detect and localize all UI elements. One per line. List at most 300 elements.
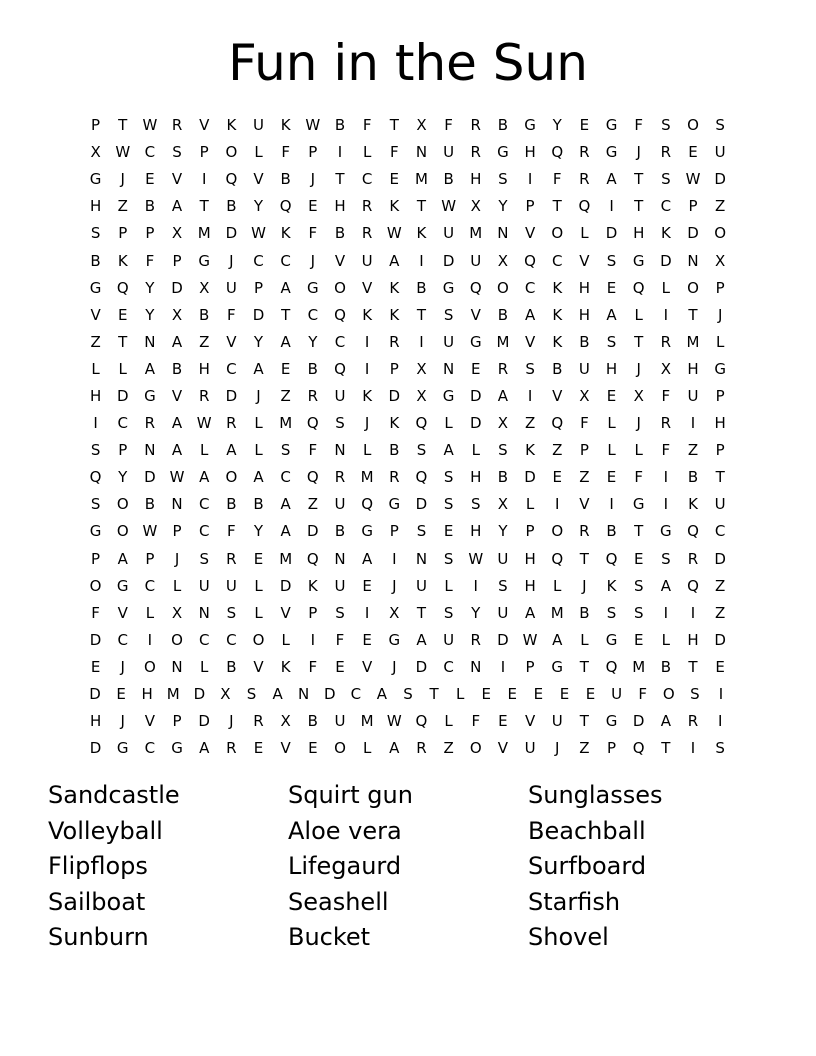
grid-letter: P <box>145 549 155 568</box>
grid-letter: S <box>690 685 700 704</box>
grid-letter: F <box>580 414 589 433</box>
grid-letter: N <box>171 657 183 676</box>
grid-letter: O <box>334 739 346 758</box>
grid-letter: O <box>469 739 482 758</box>
grid-letter: B <box>144 197 156 216</box>
grid-letter: R <box>416 739 427 758</box>
grid-letter: Q <box>469 278 482 297</box>
grid-letter: V <box>280 603 291 622</box>
grid-letter: G <box>524 116 536 135</box>
grid-letter: G <box>632 251 645 270</box>
grid-letter: F <box>634 468 644 487</box>
grid-letter: B <box>307 359 318 378</box>
grid-letter: E <box>389 170 400 189</box>
grid-letter: D <box>144 468 156 487</box>
grid-letter: O <box>687 116 699 135</box>
grid-letter: H <box>334 197 346 216</box>
grid-letter: Z <box>579 468 590 487</box>
grid-letter: O <box>334 278 346 297</box>
grid-letter: I <box>663 495 669 514</box>
grid-letter: H <box>198 359 210 378</box>
grid-letter: B <box>199 305 210 324</box>
grid-letter: K <box>117 251 128 270</box>
grid-letter: R <box>579 143 590 162</box>
grid-letter: C <box>714 522 726 541</box>
word-item: Volleyball <box>48 816 163 845</box>
grid-letter: V <box>470 305 481 324</box>
grid-letter: H <box>524 549 536 568</box>
grid-letter: O <box>714 224 727 243</box>
grid-row <box>82 464 734 491</box>
grid-letter: I <box>419 251 424 270</box>
grid-letter: W <box>685 170 701 189</box>
grid-letter: G <box>442 386 455 405</box>
grid-letter: L <box>634 441 643 460</box>
grid-letter: V <box>253 657 264 676</box>
grid-letter: T <box>335 170 345 189</box>
grid-letter: L <box>254 414 263 433</box>
grid-letter: U <box>611 685 623 704</box>
grid-letter: L <box>634 305 643 324</box>
grid-letter: J <box>636 359 641 378</box>
grid-letter: D <box>605 224 618 243</box>
grid-letter: B <box>416 278 427 297</box>
grid-letter: B <box>579 332 590 351</box>
grid-letter: L <box>254 576 263 595</box>
grid-letter: U <box>443 143 455 162</box>
grid-letter: M <box>414 170 428 189</box>
grid-letter: Q <box>578 197 591 216</box>
grid-letter: Z <box>307 495 318 514</box>
grid-letter: E <box>443 522 454 541</box>
grid-letter: S <box>498 576 508 595</box>
grid-letter: T <box>661 739 671 758</box>
grid-letter: A <box>497 386 509 405</box>
grid-letter: T <box>429 685 439 704</box>
grid-letter: L <box>118 359 127 378</box>
grid-letter: K <box>606 576 617 595</box>
grid-letter: K <box>280 224 291 243</box>
grid-letter: F <box>335 630 345 649</box>
grid-letter: E <box>471 359 481 378</box>
grid-letter: Q <box>551 143 564 162</box>
grid-letter: B <box>334 224 346 243</box>
grid-letter: O <box>225 468 238 487</box>
grid-letter: T <box>688 305 698 324</box>
grid-letter: S <box>443 468 454 487</box>
grid-letter: L <box>362 441 372 460</box>
puzzle-title: Fun in the Sun <box>228 34 588 92</box>
grid-letter: X <box>497 495 509 514</box>
grid-letter: G <box>551 657 564 676</box>
grid-letter: H <box>89 386 102 405</box>
grid-letter: O <box>551 522 564 541</box>
grid-row <box>82 491 734 518</box>
grid-letter: D <box>524 468 536 487</box>
grid-letter: H <box>687 630 699 649</box>
grid-letter: X <box>416 116 427 135</box>
grid-letter: Q <box>415 414 428 433</box>
grid-letter: P <box>715 386 725 405</box>
grid-letter: V <box>171 386 183 405</box>
grid-letter: O <box>116 522 129 541</box>
grid-letter: C <box>144 739 156 758</box>
grid-letter: Z <box>715 603 726 622</box>
grid-letter: Q <box>279 197 292 216</box>
grid-letter: I <box>690 739 696 758</box>
grid-letter: G <box>714 359 726 378</box>
word-item: Sandcastle <box>48 781 180 809</box>
grid-letter: F <box>552 170 562 189</box>
grid-letter: F <box>444 116 453 135</box>
grid-letter: W <box>468 549 484 568</box>
grid-letter: K <box>552 305 563 324</box>
grid-letter: E <box>117 305 128 324</box>
grid-letter: Q <box>632 739 645 758</box>
grid-letter: K <box>389 278 400 297</box>
grid-letter: I <box>609 197 614 216</box>
grid-letter: G <box>89 278 102 297</box>
grid-row <box>82 112 734 139</box>
grid-letter: T <box>416 305 427 324</box>
grid-letter: Q <box>361 495 374 514</box>
grid-letter: P <box>525 197 535 216</box>
word-list <box>48 778 768 956</box>
grid-letter: M <box>360 468 374 487</box>
grid-letter: K <box>280 657 291 676</box>
grid-letter: P <box>91 116 101 135</box>
grid-letter: Q <box>306 468 319 487</box>
grid-letter: W <box>196 414 212 433</box>
grid-letter: D <box>323 685 336 704</box>
grid-letter: G <box>116 739 129 758</box>
grid-letter: B <box>497 116 509 135</box>
grid-letter: G <box>632 495 645 514</box>
grid-letter: L <box>444 576 453 595</box>
grid-letter: K <box>362 305 373 324</box>
grid-letter: U <box>361 251 373 270</box>
grid-letter: A <box>524 603 536 622</box>
grid-letter: B <box>660 657 671 676</box>
grid-letter: L <box>580 630 589 649</box>
grid-letter: Q <box>116 278 129 297</box>
grid-letter: P <box>308 143 318 162</box>
grid-letter: T <box>688 657 698 676</box>
grid-letter: L <box>444 414 453 433</box>
grid-letter: L <box>525 495 535 514</box>
grid-letter: A <box>144 359 156 378</box>
grid-letter: K <box>389 414 400 433</box>
grid-letter: Q <box>632 278 645 297</box>
grid-letter: X <box>497 251 509 270</box>
grid-letter: A <box>552 630 563 649</box>
grid-letter: E <box>633 549 644 568</box>
grid-letter: P <box>199 143 209 162</box>
grid-letter: Q <box>687 576 699 595</box>
grid-letter: T <box>118 116 128 135</box>
grid-letter: Z <box>199 332 210 351</box>
grid-letter: F <box>471 712 481 731</box>
grid-letter: Y <box>118 468 128 487</box>
grid-letter: G <box>198 251 211 270</box>
grid-letter: L <box>200 657 209 676</box>
grid-letter: R <box>687 712 699 731</box>
word-item: Starfish <box>528 887 621 916</box>
grid-letter: H <box>141 685 153 704</box>
grid-letter: B <box>253 495 264 514</box>
grid-letter: R <box>470 143 481 162</box>
grid-letter: Q <box>605 549 618 568</box>
grid-letter: Z <box>443 739 454 758</box>
grid-letter: G <box>116 576 129 595</box>
grid-letter: C <box>117 630 128 649</box>
grid-letter: A <box>171 441 183 460</box>
grid-letter: P <box>118 224 128 243</box>
grid-letter: G <box>171 739 183 758</box>
grid-letter: X <box>171 603 183 622</box>
grid-letter: N <box>298 685 310 704</box>
grid-letter: E <box>606 386 617 405</box>
grid-letter: M <box>686 332 700 351</box>
grid-letter: A <box>280 495 291 514</box>
grid-letter: F <box>308 441 318 460</box>
grid-letter: D <box>307 522 319 541</box>
grid-letter: B <box>280 170 291 189</box>
grid-letter: V <box>280 739 291 758</box>
grid-letter: I <box>473 576 478 595</box>
grid-row <box>82 139 734 166</box>
grid-letter: P <box>145 224 155 243</box>
grid-letter: P <box>389 522 399 541</box>
grid-letter: T <box>118 332 128 351</box>
grid-letter: J <box>229 712 234 731</box>
grid-letter: M <box>469 224 483 243</box>
grid-letter: P <box>715 441 725 460</box>
grid-letter: N <box>144 441 156 460</box>
grid-letter: I <box>527 170 533 189</box>
grid-letter: C <box>334 332 346 351</box>
grid-letter: J <box>174 549 180 568</box>
grid-row <box>82 220 734 247</box>
grid-letter: W <box>115 143 131 162</box>
grid-letter: J <box>256 386 261 405</box>
grid-letter: L <box>200 441 209 460</box>
grid-letter: O <box>662 685 675 704</box>
grid-letter: S <box>416 441 427 460</box>
grid-letter: P <box>579 441 589 460</box>
grid-letter: K <box>280 116 291 135</box>
word-item: Squirt gun <box>288 781 413 809</box>
grid-letter: U <box>198 576 210 595</box>
grid-letter: X <box>220 685 231 704</box>
grid-letter: R <box>389 332 400 351</box>
grid-letter: O <box>497 278 509 297</box>
grid-letter: F <box>227 305 236 324</box>
grid-letter: K <box>307 576 318 595</box>
grid-letter: F <box>661 441 671 460</box>
grid-letter: Z <box>579 739 590 758</box>
grid-letter: B <box>226 197 237 216</box>
grid-letter: Y <box>145 278 155 297</box>
grid-letter: D <box>89 739 102 758</box>
grid-row <box>82 410 734 437</box>
grid-letter: S <box>606 251 617 270</box>
grid-letter: P <box>172 712 182 731</box>
grid-letter: P <box>172 522 182 541</box>
grid-letter: X <box>389 603 400 622</box>
grid-letter: I <box>364 359 370 378</box>
grid-letter: N <box>334 441 346 460</box>
grid-letter: W <box>305 116 321 135</box>
grid-letter: E <box>362 576 372 595</box>
grid-letter: T <box>416 603 427 622</box>
grid-letter: D <box>171 278 183 297</box>
grid-letter: C <box>443 657 454 676</box>
grid-letter: J <box>582 576 587 595</box>
grid-letter: B <box>497 305 509 324</box>
grid-letter: A <box>253 359 264 378</box>
grid-letter: A <box>389 251 400 270</box>
grid-row <box>82 193 734 220</box>
grid-letter: K <box>389 197 400 216</box>
grid-letter: C <box>144 576 156 595</box>
grid-letter: V <box>362 657 373 676</box>
grid-letter: V <box>552 386 563 405</box>
word-item: Sunglasses <box>528 781 663 809</box>
grid-letter: M <box>632 657 646 676</box>
grid-letter: A <box>660 712 671 731</box>
grid-letter: G <box>660 522 672 541</box>
grid-letter: A <box>660 576 671 595</box>
grid-letter: Q <box>415 468 428 487</box>
grid-letter: J <box>555 739 560 758</box>
grid-letter: D <box>279 576 292 595</box>
grid-letter: E <box>552 468 562 487</box>
grid-letter: V <box>524 332 536 351</box>
grid-letter: A <box>272 685 283 704</box>
grid-letter: N <box>470 657 482 676</box>
grid-letter: C <box>226 359 237 378</box>
grid-letter: X <box>416 386 427 405</box>
grid-letter: K <box>389 305 400 324</box>
grid-letter: W <box>169 468 185 487</box>
grid-letter: F <box>634 116 644 135</box>
grid-letter: X <box>280 712 291 731</box>
grid-letter: B <box>579 603 590 622</box>
grid-letter: W <box>142 116 158 135</box>
grid-letter: Q <box>334 305 346 324</box>
grid-letter: B <box>687 468 699 487</box>
grid-letter: S <box>633 603 644 622</box>
grid-row <box>82 681 734 708</box>
grid-letter: D <box>89 685 101 704</box>
grid-letter: S <box>335 603 345 622</box>
grid-letter: Q <box>524 251 536 270</box>
grid-letter: O <box>551 224 564 243</box>
grid-letter: B <box>307 712 318 731</box>
grid-letter: E <box>507 685 518 704</box>
word-item: Aloe vera <box>288 816 402 845</box>
grid-letter: C <box>198 630 210 649</box>
grid-letter: S <box>280 441 291 460</box>
grid-letter: G <box>144 386 156 405</box>
grid-row <box>82 600 734 627</box>
grid-letter: Q <box>551 414 564 433</box>
grid-letter: L <box>254 143 263 162</box>
grid-letter: E <box>688 143 698 162</box>
grid-letter: I <box>310 630 316 649</box>
grid-letter: U <box>470 251 482 270</box>
grid-letter: G <box>89 170 102 189</box>
grid-letter: E <box>633 630 644 649</box>
grid-letter: H <box>578 278 591 297</box>
grid-letter: B <box>171 359 183 378</box>
grid-letter: N <box>144 332 156 351</box>
grid-letter: E <box>90 657 101 676</box>
grid-letter: M <box>360 712 374 731</box>
grid-letter: Z <box>715 576 726 595</box>
grid-letter: G <box>605 630 618 649</box>
grid-letter: C <box>524 278 536 297</box>
grid-letter: V <box>144 712 156 731</box>
grid-letter: K <box>362 386 373 405</box>
grid-letter: N <box>415 143 428 162</box>
grid-letter: G <box>442 278 455 297</box>
grid-letter: H <box>524 576 536 595</box>
grid-letter: R <box>579 522 590 541</box>
grid-letter: E <box>606 278 617 297</box>
grid-letter: R <box>361 197 373 216</box>
grid-letter: D <box>89 630 102 649</box>
grid-letter: R <box>660 332 672 351</box>
grid-letter: E <box>253 739 264 758</box>
grid-letter: S <box>661 116 671 135</box>
grid-letter: D <box>415 657 428 676</box>
grid-letter: V <box>362 278 373 297</box>
grid-letter: A <box>171 332 183 351</box>
letter-grid <box>82 112 734 762</box>
grid-letter: E <box>715 657 725 676</box>
grid-letter: G <box>388 495 401 514</box>
grid-letter: S <box>606 332 617 351</box>
grid-letter: R <box>226 549 237 568</box>
grid-letter: I <box>690 603 696 622</box>
grid-letter: D <box>116 386 129 405</box>
grid-letter: A <box>416 630 427 649</box>
grid-letter: W <box>386 712 402 731</box>
grid-letter: B <box>389 441 400 460</box>
word-item: Bucket <box>288 923 371 951</box>
grid-letter: V <box>524 712 536 731</box>
grid-letter: Y <box>253 197 264 216</box>
grid-letter: N <box>415 549 428 568</box>
grid-letter: F <box>145 251 155 270</box>
word-item: Beachball <box>528 816 646 845</box>
grid-letter: U <box>225 576 237 595</box>
grid-letter: Y <box>308 332 318 351</box>
grid-letter: E <box>308 197 318 216</box>
grid-letter: E <box>253 549 264 568</box>
grid-letter: M <box>197 224 211 243</box>
grid-letter: T <box>552 197 562 216</box>
grid-letter: B <box>443 170 454 189</box>
grid-letter: U <box>253 116 264 135</box>
grid-letter: N <box>687 251 699 270</box>
grid-letter: F <box>638 685 647 704</box>
grid-letter: S <box>416 522 427 541</box>
grid-letter: I <box>663 468 669 487</box>
grid-letter: V <box>579 251 590 270</box>
